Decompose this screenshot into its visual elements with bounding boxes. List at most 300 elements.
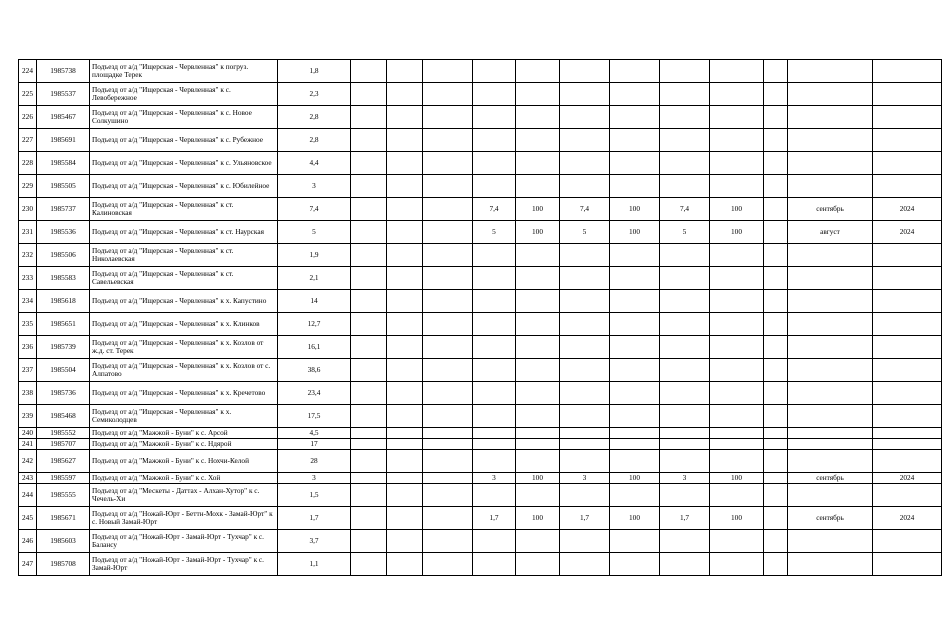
row-number-cell: 237 (19, 359, 37, 382)
value-cell (710, 382, 764, 405)
table-row (19, 405, 942, 428)
value-cell: 100 (710, 473, 764, 484)
road-name-cell: Подъезд от а/д "Ищерская - Червленная" к с. Юбилейное (90, 175, 278, 198)
value-cell (473, 405, 516, 428)
value-cell (560, 60, 610, 83)
value-cell (660, 428, 710, 439)
row-number-cell: 242 (19, 450, 37, 473)
road-name-cell: Подъезд от а/д "Ищерская - Червленная" к х. Козлов от ж.д. ст. Терек (90, 336, 278, 359)
value-cell (610, 439, 660, 450)
value-cell (560, 336, 610, 359)
table-row (19, 244, 942, 267)
value-cell (351, 382, 387, 405)
value-cell (387, 507, 423, 530)
value-cell (660, 267, 710, 290)
value-cell (710, 359, 764, 382)
value-cell (764, 428, 788, 439)
value-cell (351, 152, 387, 175)
road-length-cell: 1,8 (278, 60, 351, 83)
value-cell (788, 530, 873, 553)
table-row (19, 221, 942, 244)
road-code-cell: 1985627 (37, 450, 90, 473)
value-cell (560, 83, 610, 106)
value-cell (387, 428, 423, 439)
road-name-cell: Подъезд от а/д "Ищерская - Червленная" к погруз. площадке Терек (90, 60, 278, 83)
road-code-cell: 1985737 (37, 198, 90, 221)
value-cell (423, 106, 473, 129)
value-cell (764, 382, 788, 405)
value-cell (710, 450, 764, 473)
value-cell (423, 428, 473, 439)
value-cell (473, 530, 516, 553)
table-row (19, 382, 942, 405)
value-cell (788, 129, 873, 152)
row-number-cell: 225 (19, 83, 37, 106)
road-code-cell: 1985467 (37, 106, 90, 129)
table-row (19, 450, 942, 473)
value-cell (473, 450, 516, 473)
value-cell (710, 129, 764, 152)
value-cell (710, 290, 764, 313)
value-cell (516, 267, 560, 290)
value-cell (710, 175, 764, 198)
road-length-cell: 23,4 (278, 382, 351, 405)
value-cell (873, 450, 942, 473)
value-cell (788, 336, 873, 359)
road-name-cell: Подъезд от а/д "Ищерская - Червленная" к х. Капустино (90, 290, 278, 313)
road-length-cell: 3,7 (278, 530, 351, 553)
value-cell (473, 382, 516, 405)
value-cell (660, 290, 710, 313)
value-cell (710, 60, 764, 83)
value-cell (788, 405, 873, 428)
value-cell: 5 (560, 221, 610, 244)
row-number-cell: 240 (19, 428, 37, 439)
road-length-cell: 4,5 (278, 428, 351, 439)
value-cell (473, 83, 516, 106)
value-cell (788, 152, 873, 175)
value-cell (873, 106, 942, 129)
value-cell (560, 439, 610, 450)
value-cell: сентябрь (788, 507, 873, 530)
table-body (19, 60, 942, 576)
value-cell (873, 152, 942, 175)
row-number-cell: 245 (19, 507, 37, 530)
road-name-cell: Подъезд от а/д "Ищерская - Червленная" к ст. Калиновская (90, 198, 278, 221)
value-cell (516, 530, 560, 553)
road-length-cell: 3 (278, 175, 351, 198)
value-cell (351, 290, 387, 313)
value-cell (387, 313, 423, 336)
row-number-cell: 230 (19, 198, 37, 221)
value-cell (710, 313, 764, 336)
road-name-cell: Подъезд от а/д "Мажжой - Буни" к с. Нохчи-Келой (90, 450, 278, 473)
value-cell (351, 359, 387, 382)
value-cell (473, 175, 516, 198)
value-cell (473, 60, 516, 83)
table-row (19, 553, 942, 576)
road-code-cell: 1985618 (37, 290, 90, 313)
road-name-cell: Подъезд от а/д "Ищерская - Червленная" к х. Козлов от с. Алпатово (90, 359, 278, 382)
row-number-cell: 228 (19, 152, 37, 175)
table-row (19, 336, 942, 359)
value-cell (764, 450, 788, 473)
value-cell (351, 439, 387, 450)
row-number-cell: 241 (19, 439, 37, 450)
value-cell (788, 290, 873, 313)
value-cell (473, 244, 516, 267)
road-code-cell: 1985583 (37, 267, 90, 290)
value-cell (873, 405, 942, 428)
value-cell (423, 221, 473, 244)
road-code-cell: 1985691 (37, 129, 90, 152)
value-cell (764, 83, 788, 106)
value-cell (710, 553, 764, 576)
value-cell: 100 (516, 221, 560, 244)
value-cell (873, 129, 942, 152)
row-number-cell: 244 (19, 484, 37, 507)
value-cell (710, 428, 764, 439)
value-cell (873, 267, 942, 290)
table-row (19, 484, 942, 507)
value-cell (610, 553, 660, 576)
value-cell (516, 439, 560, 450)
road-length-cell: 1,7 (278, 507, 351, 530)
value-cell (560, 106, 610, 129)
road-code-cell: 1985671 (37, 507, 90, 530)
value-cell (610, 175, 660, 198)
road-length-cell: 14 (278, 290, 351, 313)
value-cell (660, 450, 710, 473)
value-cell (351, 507, 387, 530)
value-cell (473, 106, 516, 129)
value-cell (516, 244, 560, 267)
road-name-cell: Подъезд от а/д "Ищерская - Червленная" к ст. Николаевская (90, 244, 278, 267)
value-cell: 2024 (873, 473, 942, 484)
value-cell (873, 359, 942, 382)
row-number-cell: 246 (19, 530, 37, 553)
value-cell (560, 450, 610, 473)
value-cell (516, 359, 560, 382)
road-length-cell: 2,8 (278, 129, 351, 152)
value-cell (610, 484, 660, 507)
road-code-cell: 1985505 (37, 175, 90, 198)
value-cell (788, 313, 873, 336)
value-cell (764, 359, 788, 382)
value-cell (387, 60, 423, 83)
row-number-cell: 231 (19, 221, 37, 244)
road-name-cell: Подъезд от а/д "Ножай-Юрт - Замай-Юрт - Тухчар" к с. Замай-Юрт (90, 553, 278, 576)
road-name-cell: Подъезд от а/д "Ножай-Юрт - Замай-Юрт - Тухчар" к с. Балансу (90, 530, 278, 553)
table-row (19, 359, 942, 382)
value-cell (387, 359, 423, 382)
value-cell (660, 553, 710, 576)
road-length-cell: 2,3 (278, 83, 351, 106)
value-cell: 100 (710, 198, 764, 221)
value-cell (351, 313, 387, 336)
value-cell (351, 175, 387, 198)
value-cell (788, 450, 873, 473)
value-cell (660, 83, 710, 106)
table-row (19, 175, 942, 198)
road-name-cell: Подъезд от а/д "Ищерская - Червленная" к ст. Наурская (90, 221, 278, 244)
value-cell (610, 428, 660, 439)
value-cell: 100 (516, 198, 560, 221)
value-cell (423, 60, 473, 83)
value-cell (423, 152, 473, 175)
value-cell: 5 (660, 221, 710, 244)
value-cell (764, 405, 788, 428)
value-cell (473, 428, 516, 439)
value-cell (873, 313, 942, 336)
value-cell (387, 106, 423, 129)
value-cell (610, 530, 660, 553)
road-name-cell: Подъезд от а/д "Ножай-Юрт - Беттн-Мохк - Замай-Юрт" к с. Новый Замай-Юрт (90, 507, 278, 530)
value-cell (764, 106, 788, 129)
value-cell (516, 484, 560, 507)
road-code-cell: 1985739 (37, 336, 90, 359)
value-cell (387, 530, 423, 553)
value-cell (710, 530, 764, 553)
value-cell: 3 (660, 473, 710, 484)
road-name-cell: Подъезд от а/д "Ищерская - Червленная" к с. Новое Солкушино (90, 106, 278, 129)
value-cell (610, 450, 660, 473)
value-cell (873, 244, 942, 267)
value-cell (423, 553, 473, 576)
value-cell (516, 382, 560, 405)
row-number-cell: 239 (19, 405, 37, 428)
value-cell (473, 313, 516, 336)
value-cell (351, 244, 387, 267)
value-cell (764, 152, 788, 175)
value-cell (423, 290, 473, 313)
value-cell (610, 106, 660, 129)
value-cell (387, 83, 423, 106)
road-name-cell: Подъезд от а/д "Ищерская - Червленная" к с. Ульяновское (90, 152, 278, 175)
value-cell (764, 439, 788, 450)
road-code-cell: 1985584 (37, 152, 90, 175)
value-cell (351, 83, 387, 106)
value-cell (387, 290, 423, 313)
road-length-cell: 3 (278, 473, 351, 484)
value-cell (788, 106, 873, 129)
value-cell (387, 129, 423, 152)
value-cell (387, 484, 423, 507)
value-cell: 100 (610, 507, 660, 530)
value-cell (473, 267, 516, 290)
table-row (19, 290, 942, 313)
value-cell (560, 382, 610, 405)
value-cell (473, 152, 516, 175)
value-cell (710, 484, 764, 507)
value-cell (423, 530, 473, 553)
value-cell (764, 198, 788, 221)
value-cell (788, 60, 873, 83)
value-cell (764, 221, 788, 244)
road-name-cell: Подъезд от а/д "Ищерская - Червленная" к с. Рубежное (90, 129, 278, 152)
value-cell: 100 (516, 473, 560, 484)
road-name-cell: Подъезд от а/д "Мескеты - Даттах - Алхан-Хутор" к с. Чечель-Хи (90, 484, 278, 507)
row-number-cell: 229 (19, 175, 37, 198)
value-cell (560, 359, 610, 382)
table-row (19, 152, 942, 175)
value-cell (423, 129, 473, 152)
value-cell (387, 267, 423, 290)
value-cell (764, 244, 788, 267)
row-number-cell: 235 (19, 313, 37, 336)
value-cell (710, 244, 764, 267)
value-cell (660, 175, 710, 198)
row-number-cell: 236 (19, 336, 37, 359)
value-cell (788, 359, 873, 382)
value-cell: 3 (560, 473, 610, 484)
value-cell: 2024 (873, 221, 942, 244)
value-cell (351, 221, 387, 244)
value-cell (660, 60, 710, 83)
value-cell (610, 359, 660, 382)
value-cell (423, 244, 473, 267)
row-number-cell: 234 (19, 290, 37, 313)
value-cell (764, 290, 788, 313)
value-cell (351, 530, 387, 553)
row-number-cell: 232 (19, 244, 37, 267)
value-cell (660, 244, 710, 267)
value-cell (764, 336, 788, 359)
value-cell (788, 428, 873, 439)
value-cell (387, 198, 423, 221)
value-cell: 1,7 (660, 507, 710, 530)
row-number-cell: 224 (19, 60, 37, 83)
value-cell (351, 450, 387, 473)
value-cell (560, 244, 610, 267)
value-cell (560, 428, 610, 439)
value-cell (764, 484, 788, 507)
value-cell (351, 484, 387, 507)
value-cell (516, 553, 560, 576)
value-cell (423, 313, 473, 336)
value-cell (873, 83, 942, 106)
value-cell (351, 106, 387, 129)
value-cell (516, 336, 560, 359)
value-cell: 2024 (873, 507, 942, 530)
value-cell (660, 439, 710, 450)
value-cell (788, 267, 873, 290)
value-cell: август (788, 221, 873, 244)
road-length-cell: 17 (278, 439, 351, 450)
value-cell (610, 313, 660, 336)
value-cell (610, 336, 660, 359)
value-cell (873, 530, 942, 553)
table-row (19, 60, 942, 83)
table-row (19, 198, 942, 221)
value-cell (423, 336, 473, 359)
value-cell (516, 129, 560, 152)
value-cell (873, 553, 942, 576)
value-cell (560, 175, 610, 198)
table-row (19, 267, 942, 290)
value-cell (423, 83, 473, 106)
value-cell: 1,7 (560, 507, 610, 530)
road-code-cell: 1985707 (37, 439, 90, 450)
road-length-cell: 1,1 (278, 553, 351, 576)
value-cell (516, 290, 560, 313)
value-cell (473, 336, 516, 359)
value-cell (710, 336, 764, 359)
value-cell (764, 60, 788, 83)
value-cell (423, 507, 473, 530)
table-row (19, 83, 942, 106)
road-length-cell: 12,7 (278, 313, 351, 336)
value-cell (387, 553, 423, 576)
value-cell (351, 473, 387, 484)
value-cell: 100 (610, 198, 660, 221)
road-code-cell: 1985504 (37, 359, 90, 382)
value-cell (873, 336, 942, 359)
road-code-cell: 1985506 (37, 244, 90, 267)
road-length-cell: 7,4 (278, 198, 351, 221)
value-cell: 100 (516, 507, 560, 530)
value-cell (710, 405, 764, 428)
value-cell (660, 152, 710, 175)
value-cell (560, 530, 610, 553)
road-length-cell: 2,8 (278, 106, 351, 129)
table-row (19, 313, 942, 336)
value-cell (788, 382, 873, 405)
road-name-cell: Подъезд от а/д "Ищерская - Червленная" к х. Кречетово (90, 382, 278, 405)
value-cell (764, 175, 788, 198)
value-cell (788, 83, 873, 106)
row-number-cell: 227 (19, 129, 37, 152)
value-cell (473, 439, 516, 450)
road-code-cell: 1985738 (37, 60, 90, 83)
value-cell (873, 290, 942, 313)
value-cell: 100 (610, 221, 660, 244)
value-cell: 5 (473, 221, 516, 244)
value-cell (764, 313, 788, 336)
value-cell (560, 553, 610, 576)
road-code-cell: 1985736 (37, 382, 90, 405)
value-cell: 1,7 (473, 507, 516, 530)
value-cell (873, 439, 942, 450)
value-cell (387, 405, 423, 428)
road-length-cell: 4,4 (278, 152, 351, 175)
value-cell (387, 244, 423, 267)
value-cell (710, 83, 764, 106)
value-cell (788, 175, 873, 198)
value-cell (764, 129, 788, 152)
value-cell (764, 553, 788, 576)
road-name-cell: Подъезд от а/д "Мажжой - Буни" к с. Хой (90, 473, 278, 484)
road-code-cell: 1985536 (37, 221, 90, 244)
row-number-cell: 233 (19, 267, 37, 290)
value-cell (610, 290, 660, 313)
value-cell (660, 359, 710, 382)
row-number-cell: 243 (19, 473, 37, 484)
road-name-cell: Подъезд от а/д "Ищерская - Червленная" к х. Семиколодцев (90, 405, 278, 428)
value-cell (560, 267, 610, 290)
value-cell (423, 198, 473, 221)
value-cell (610, 152, 660, 175)
road-length-cell: 38,6 (278, 359, 351, 382)
value-cell (660, 129, 710, 152)
roads-table (18, 59, 942, 576)
row-number-cell: 226 (19, 106, 37, 129)
value-cell (423, 405, 473, 428)
value-cell (387, 382, 423, 405)
value-cell (764, 473, 788, 484)
value-cell (473, 359, 516, 382)
value-cell (516, 313, 560, 336)
